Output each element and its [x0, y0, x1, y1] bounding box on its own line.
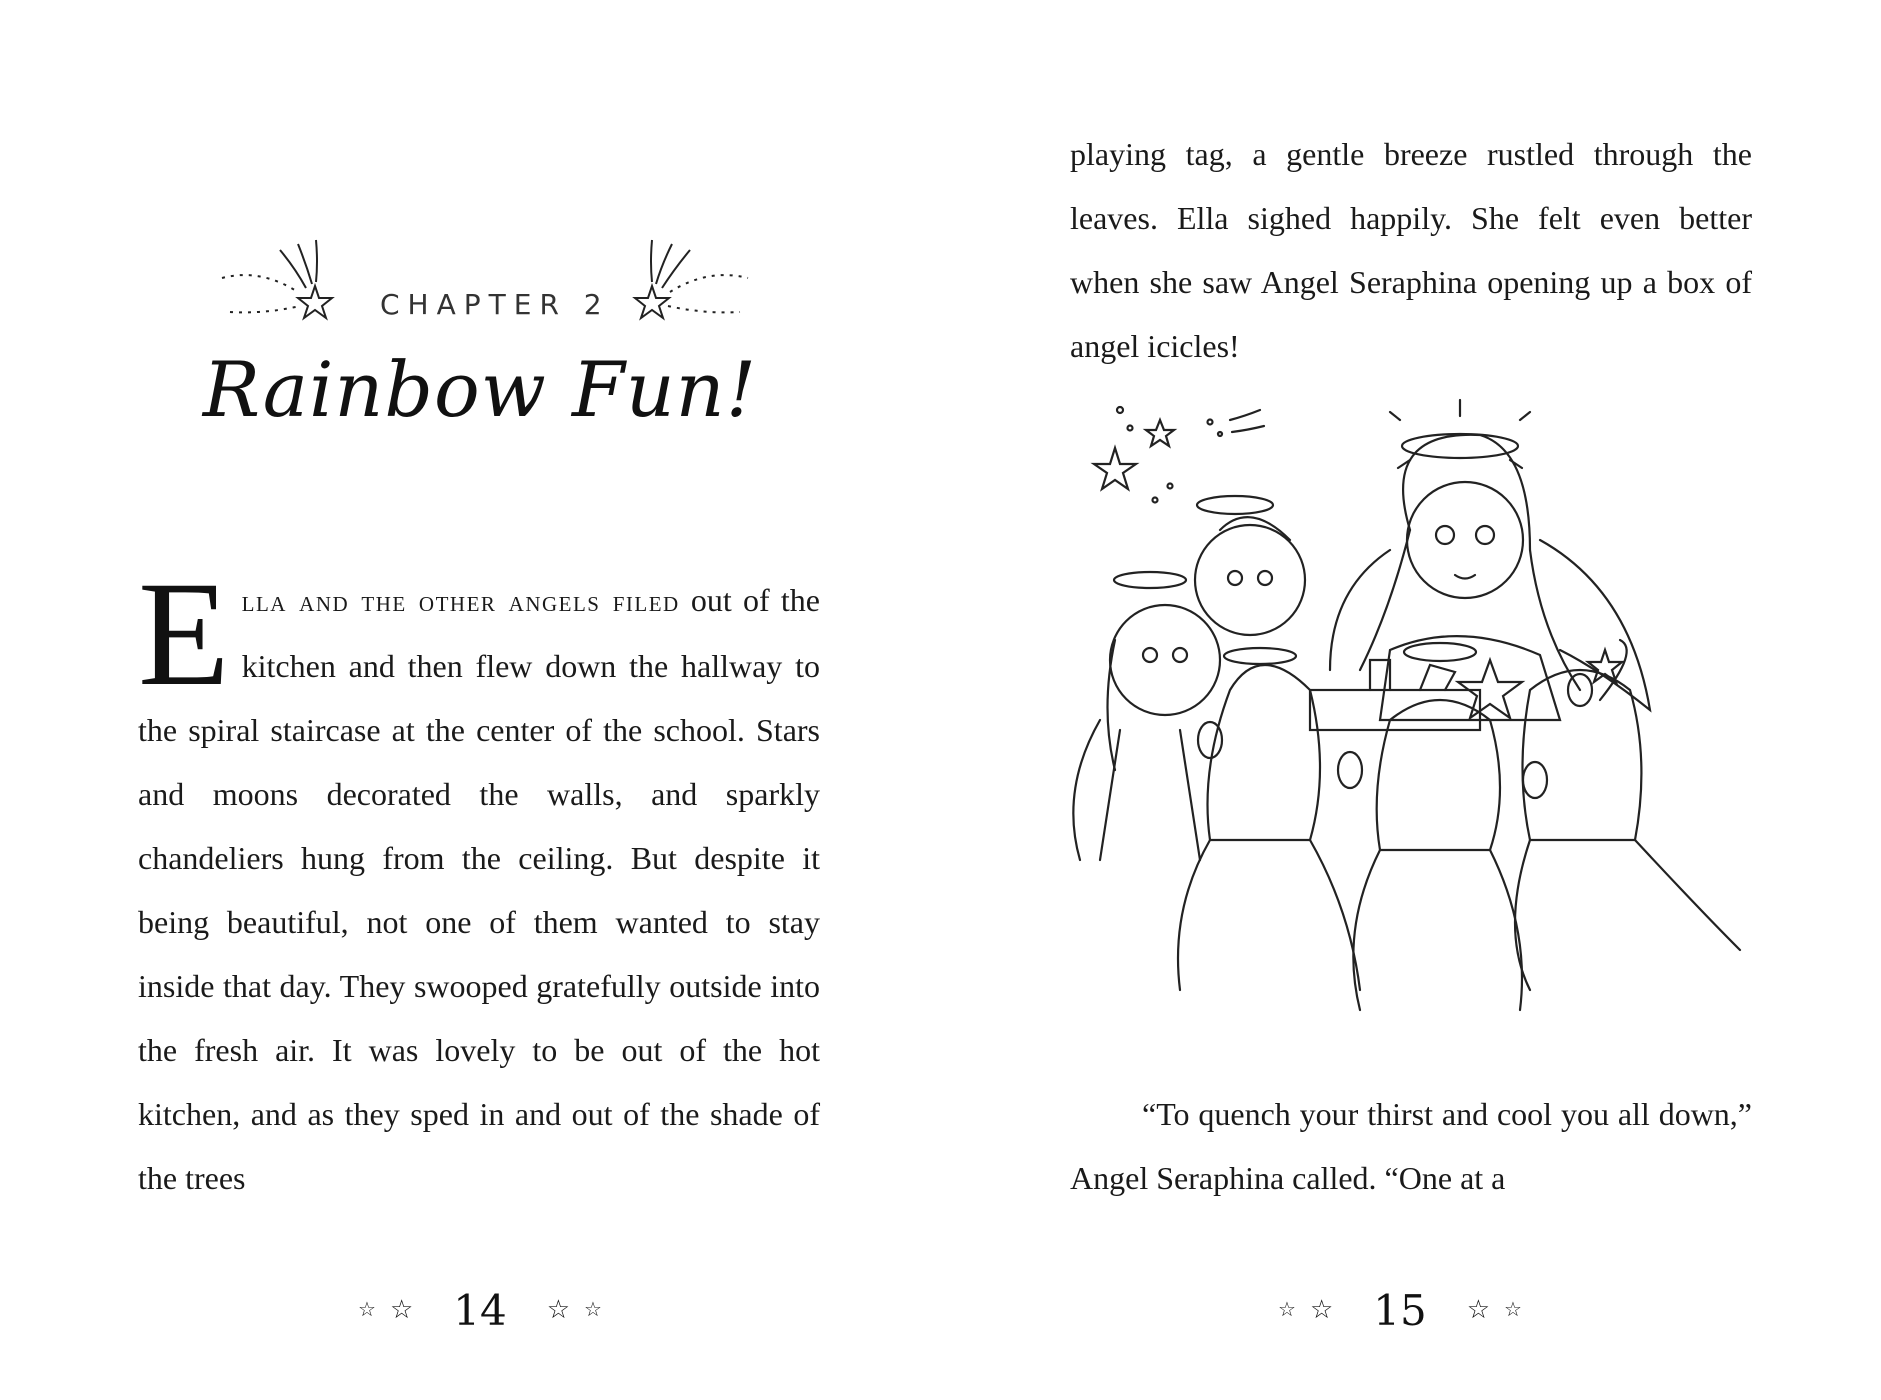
- star-outline-icon: ☆: [1466, 1295, 1491, 1324]
- paragraph-text: “To quench your thirst and cool you all down,” Angel Seraphina called. “One at a: [1070, 1096, 1752, 1196]
- body-text-left: [138, 551, 820, 1210]
- shooting-star-ornament-icon: [620, 238, 750, 328]
- drop-cap: E: [138, 551, 230, 717]
- paragraph-text: playing tag, a gentle breeze rustled through the leaves. Ella sighed happily. She felt even better when she saw Angel Seraphina opening up a box of angel icicles!: [1070, 136, 1752, 364]
- page-number-footer: [1250, 1280, 1550, 1340]
- body-text-right-top: [1070, 122, 1752, 378]
- shooting-star-ornament-icon: [220, 238, 350, 328]
- chapter-heading: [220, 238, 740, 328]
- star-outline-icon: ☆: [1504, 1299, 1522, 1321]
- angels-illustration: [1060, 390, 1760, 1050]
- page-number: 15: [1373, 1285, 1427, 1335]
- page-number-footer: [330, 1280, 630, 1340]
- star-outline-icon: ☆: [358, 1299, 376, 1321]
- right-page: [940, 0, 1881, 1400]
- star-outline-icon: ☆: [1278, 1299, 1296, 1321]
- left-page: [0, 0, 940, 1400]
- star-outline-icon: ☆: [389, 1295, 414, 1324]
- body-text-right-bottom: [1070, 1082, 1752, 1210]
- star-outline-icon: ☆: [546, 1295, 571, 1324]
- lead-in-text: lla and the other angels filed: [241, 585, 680, 618]
- paragraph-text: out of the kitchen and then flew down the hallway to the spiral staircase at the center of the school. Stars and moons decorated the walls, and sparkly chandeliers hung from the ceiling. But despite it being beautiful, not one of them wanted to stay inside that day. They swooped gratefully outside into the fresh air. It was lovely to be out of the hot kitchen, and as they sped in and out of the shade of the trees: [138, 582, 820, 1196]
- page-number: 14: [453, 1285, 507, 1335]
- star-outline-icon: ☆: [584, 1299, 602, 1321]
- chapter-label: CHAPTER 2: [380, 288, 610, 321]
- star-outline-icon: ☆: [1309, 1295, 1334, 1324]
- chapter-title: Rainbow Fun!: [202, 345, 758, 434]
